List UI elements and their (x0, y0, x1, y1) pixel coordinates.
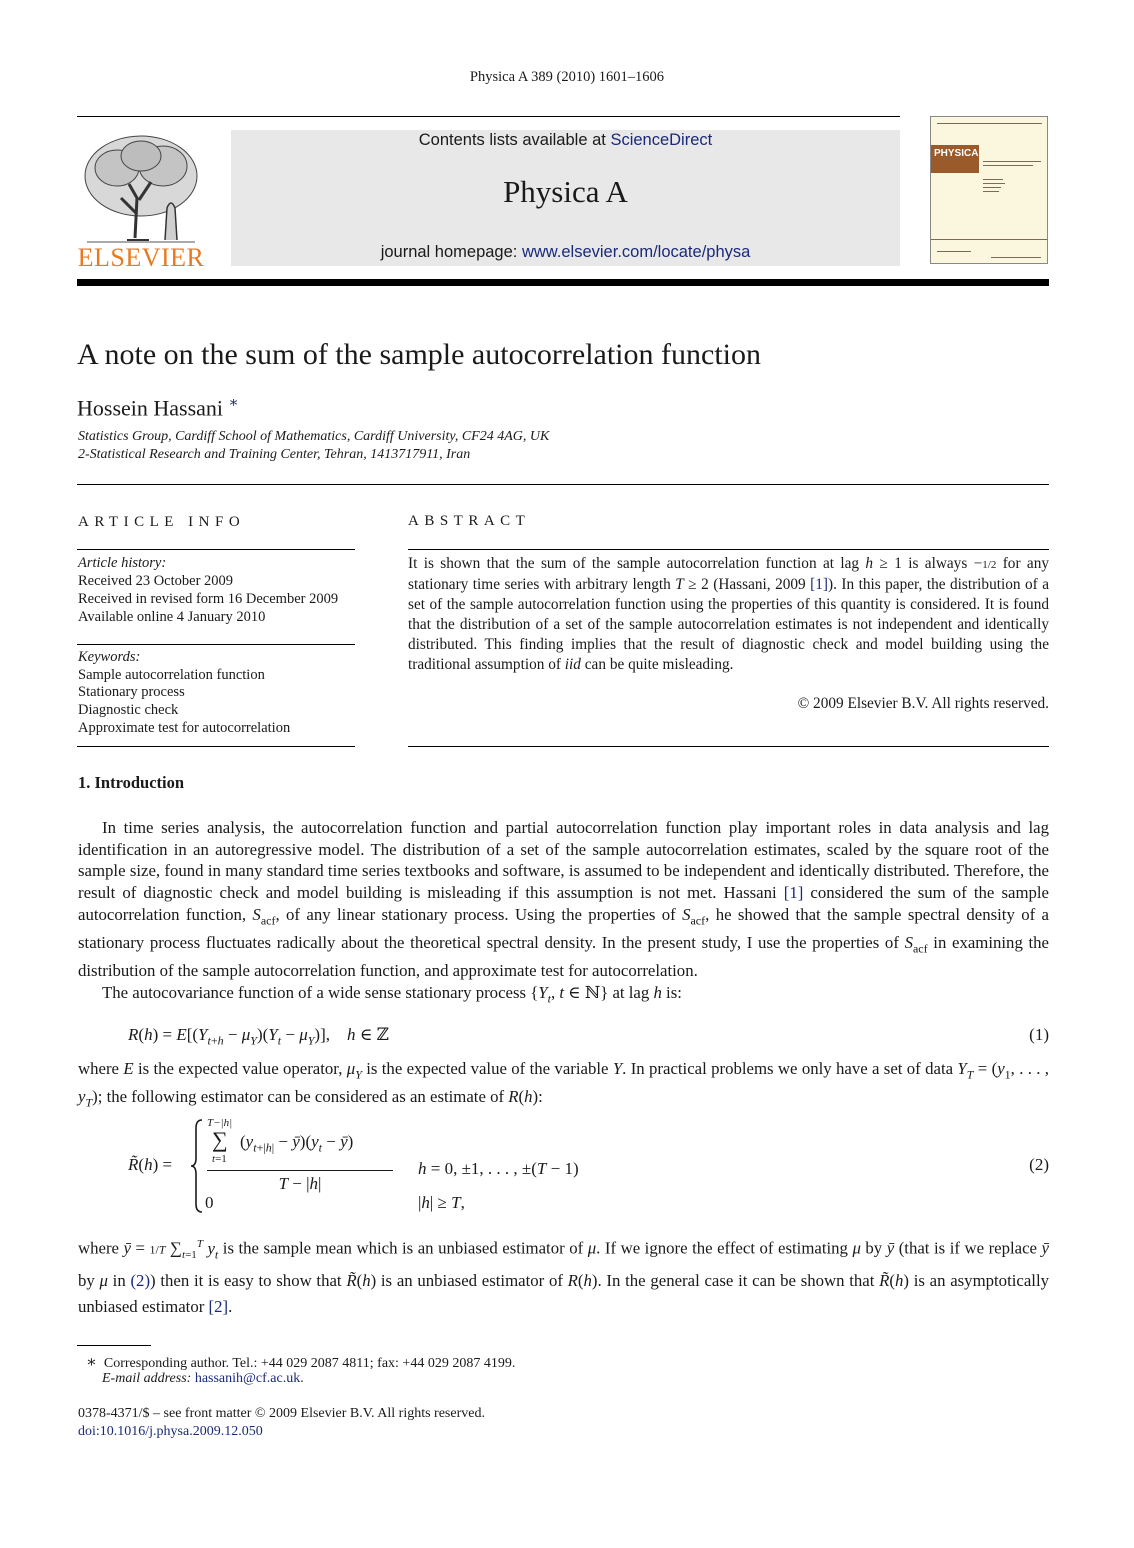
keyword-3: Diagnostic check (78, 702, 179, 718)
cover-title: PHYSICA (934, 148, 979, 159)
keyword-1: Sample autocorrelation function (78, 667, 265, 683)
doi-link[interactable]: doi:10.1016/j.physa.2009.12.050 (78, 1424, 263, 1439)
history-revised: Received in revised form 16 December 2009 (78, 591, 339, 607)
equation-2-ref[interactable]: (2) (130, 1270, 151, 1290)
history-online: Available online 4 January 2010 (78, 609, 266, 625)
abstract-copyright: © 2009 Elsevier B.V. All rights reserved. (797, 695, 1049, 712)
journal-title: Physica A (503, 174, 628, 209)
intro-paragraph-1: In time series analysis, the autocorrelation function and partial autocorrelation function play important roles in data analysis and lag identification in an autoregressive model. The distribution of a set of the sample autocorrelation estimates, scaled by the square root of the sample size, found in many standard time series textbooks and software, is assumed to be independent and identically distributed. Therefore, the result of diagnostic check and model building is misleading if this assumption is not met. Hassani [1] considered the sum of the sample autocorrelation function, $S_{acf}$, of any linear stationary process. Using the properties of $S_{acf}$, he showed that the sample spectral density of a stationary process fluctuates radically about the theoretical spectral density. In the present study, I use the properties of $S_{acf}$ in examining the distribution of the sample autocorrelation function, and approximate test for autocorrelation. The autocovariance function of a wide sense stationary process {$Y_t$, t ∈ ℕ} at lag h is: (78, 818, 1049, 1005)
equation-2-number: (2) (1029, 1155, 1049, 1174)
intro-ref-1[interactable]: [1] (783, 883, 804, 903)
homepage-link[interactable]: www.elsevier.com/locate/physa (521, 243, 751, 261)
abstract-text: It is shown that the sum of the sample autocorrelation function at lag h ≥ 1 is always −1/2 for any stationary time series with arbitrary length T ≥ 2 (Hassani, 2009 [1]). In this paper, the distribution of a set of the sample autocorrelation function using the properties of this quantity is considered. It is found that the distribution of a set of the sample autocorrelation estimates is not independent and identically distributed. This finding implies that the result of diagnostic check and model building using the traditional assumption of iid can be quite misleading. (408, 555, 1049, 673)
intro-paragraph-3: where E is the expected value operator, $\mu_Y$ is the expected value of the variable Y. In practical problems we only have a set of data $Y_T = (y_1$, . . . , $y_T$); the following estimator can be considered as an estimate of R(h): (78, 1059, 1050, 1110)
contents-prefix: Contents lists available at (418, 131, 611, 149)
journal-cover-thumbnail (930, 116, 1048, 264)
issn-line: 0378-4371/$ – see front matter © 2009 Elsevier B.V. All rights reserved. (78, 1406, 485, 1421)
header-thick-rule (77, 279, 1049, 286)
section-rule (77, 484, 1049, 485)
homepage-prefix: journal homepage: (380, 243, 522, 261)
keywords-label: Keywords: (78, 649, 141, 665)
affiliation-2: 2-Statistical Research and Training Center, Tehran, 1413717911, Iran (78, 447, 471, 462)
author-footnote-mark[interactable]: ∗ (228, 395, 239, 411)
contents-line (231, 130, 900, 150)
affiliation-1: Statistics Group, Cardiff School of Mathematics, Cardiff University, CF24 4AG, UK (78, 429, 550, 444)
article-info-heading: ARTICLE INFO (78, 514, 246, 530)
email-link[interactable]: hassanih@cf.ac.uk (194, 1371, 301, 1386)
footnote-rule (77, 1345, 151, 1346)
keyword-2: Stationary process (78, 684, 185, 700)
elsevier-wordmark: ELSEVIER (77, 243, 205, 272)
homepage-line (231, 243, 900, 262)
intro-ref-2[interactable]: [2] (208, 1296, 229, 1316)
paper-title: A note on the sum of the sample autocorrelation function (77, 338, 761, 371)
intro-paragraph-4: where ȳ = 1/T $\sum_{t=1}^T$ $y_t$ is the sample mean which is an unbiased estimator of μ. If we ignore the effect of estimating μ by ȳ (that is if we replace ȳ by μ in (2)) then it is easy to show that R̃(h) is an unbiased estimator of R(h). In the general case it can be shown that R̃(h) is an asymptotically unbiased estimator [2]. (78, 1238, 1050, 1316)
equation-1-number: (1) (1029, 1025, 1049, 1044)
abstract-ref-1[interactable]: [1] (810, 576, 828, 593)
sciencedirect-link[interactable]: ScienceDirect (610, 131, 713, 149)
header-rule (77, 116, 900, 117)
abstract-heading: ABSTRACT (408, 513, 531, 529)
keyword-4: Approximate test for autocorrelation (78, 720, 291, 736)
footnote-email: E-mail address: hassanih@cf.ac.uk. (102, 1371, 304, 1386)
equation-1: $R(h) = E[(Y_{t+h} - \mu_Y)(Y_t - \mu_Y)]$, h ∈ ℤ (128, 1025, 389, 1048)
author: Hossein Hassani (77, 395, 224, 421)
journal-citation: Physica A 389 (2010) 1601–1606 (469, 69, 665, 85)
equation-2-lhs: R̃(h) = (128, 1155, 173, 1174)
introduction-heading: 1. Introduction (78, 773, 185, 792)
author-name (77, 393, 239, 421)
history-label: Article history: (78, 555, 167, 571)
journal-banner (231, 130, 900, 266)
footnote-corresponding: ∗ Corresponding author. Tel.: +44 029 2087 4811; fax: +44 029 2087 4199. (86, 1354, 516, 1371)
equation-2-brace (190, 1118, 204, 1214)
history-received: Received 23 October 2009 (78, 573, 234, 589)
